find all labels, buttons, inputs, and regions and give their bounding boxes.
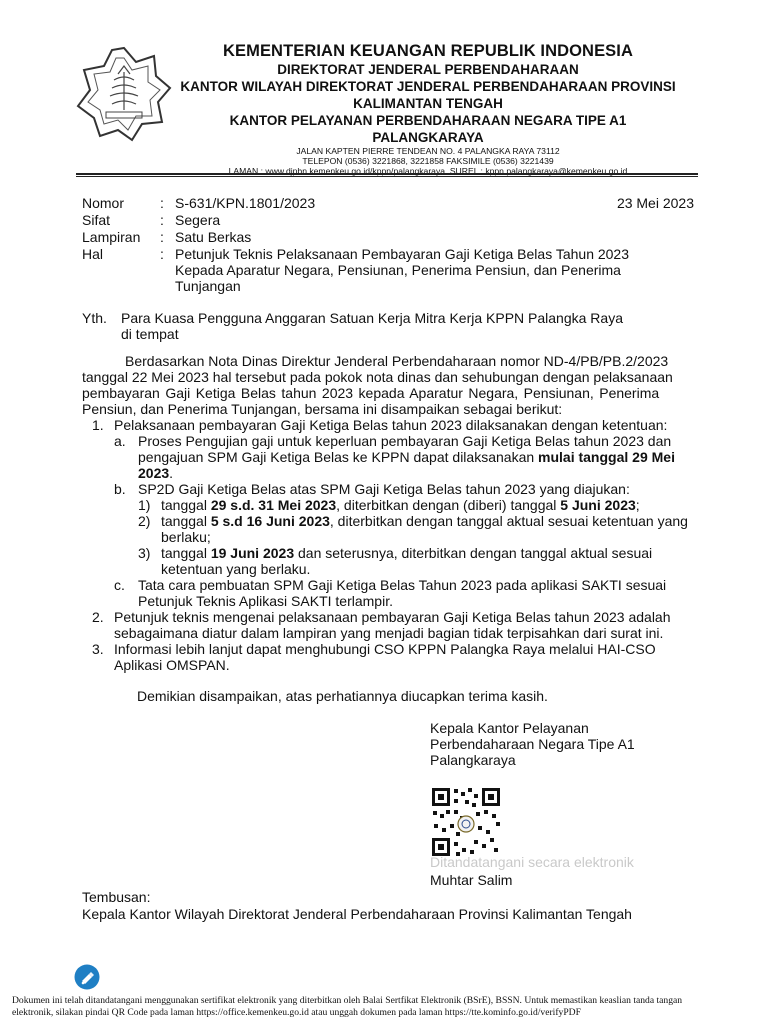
office-phone: TELEPON (0536) 3221868, 3221858 FAKSIMILE (0536) 3221439 <box>302 156 554 166</box>
lampiran-label: Lampiran <box>82 229 141 245</box>
closing-sentence: Demikian disampaikan, atas perhatiannya diucapkan terima kasih. <box>137 688 548 704</box>
sub-b3-text: tanggal 19 Juni 2023 dan seterusnya, diterbitkan dengan tanggal aktual sesuai <box>161 545 653 561</box>
hal-value-line2: Kepada Aparatur Negara, Pensiunan, Penerima Pensiun, dan Penerima <box>175 262 621 278</box>
item2-line2: sebagaimana diatur dalam lampiran yang menjadi bagian tidak terpisahkan dari surat ini. <box>114 625 664 641</box>
sub-b2-label: 2) <box>138 513 151 529</box>
signer-title-line2: Perbendaharaan Negara Tipe A1 <box>430 736 635 752</box>
yth-label: Yth. <box>82 310 107 326</box>
sub-a-line3: 2023. <box>138 465 174 481</box>
sub-b2-text-cont: berlaku; <box>161 529 211 545</box>
sub-c-line2: Petunjuk Teknis Aplikasi SAKTI terlampir. <box>138 593 393 609</box>
office-address: JALAN KAPTEN PIERRE TENDEAN NO. 4 PALANGKA RAYA 73112 <box>296 146 560 156</box>
bsre-seal-icon <box>74 964 100 990</box>
ministry-name: KEMENTERIAN KEUANGAN REPUBLIK INDONESIA <box>222 42 633 60</box>
province-name: KALIMANTAN TENGAH <box>353 96 503 111</box>
sub-a-line1: Proses Pengujian gaji untuk keperluan pembayaran Gaji Ketiga Belas tahun 2023 dan <box>138 433 672 449</box>
sub-b1-text: tanggal 29 s.d. 31 Mei 2023, diterbitkan dengan (diberi) tanggal 5 Juni 2023; <box>161 497 640 513</box>
signer-title-line3: Palangkaraya <box>430 752 516 768</box>
colon: : <box>160 212 164 228</box>
letterhead <box>168 42 688 176</box>
sub-b-line1: SP2D Gaji Ketiga Belas atas SPM Gaji Ketiga Belas tahun 2023 yang diajukan: <box>138 481 630 497</box>
addressee-line2: di tempat <box>121 326 179 342</box>
addressee-line1: Para Kuasa Pengguna Anggaran Satuan Kerja Mitra Kerja KPPN Palangka Raya <box>121 310 623 326</box>
sub-b-label: b. <box>114 481 126 497</box>
office-web: LAMAN : www.djpbn.kemenkeu.go.id/kppn/palangkaraya, SUREL : kppn.palangkaraya@kemenkeu.go.id <box>228 166 628 176</box>
colon: : <box>160 195 164 211</box>
hal-label: Hal <box>82 246 104 262</box>
cc-label: Tembusan: <box>82 889 151 905</box>
sub-c-line1: Tata cara pembuatan SPM Gaji Ketiga Belas Tahun 2023 pada aplikasi SAKTI sesuai <box>138 577 667 593</box>
signer-title-line1: Kepala Kantor Pelayanan <box>430 720 589 736</box>
letter-date: 23 Mei 2023 <box>616 195 694 211</box>
directorate-name: DIREKTORAT JENDERAL PERBENDAHARAAN <box>277 62 579 77</box>
ministry-logo-icon <box>74 44 174 144</box>
sub-b2-text: tanggal 5 s.d 16 Juni 2023, diterbitkan dengan tanggal aktual sesuai ketentuan yang <box>161 513 688 529</box>
intro-line4: Pensiun, dan Penerima Tunjangan, bersama ini disampaikan sebagai berikut: <box>82 401 563 417</box>
sub-a-label: a. <box>114 433 126 449</box>
sub-b1-label: 1) <box>138 497 151 513</box>
city-name: PALANGKARAYA <box>372 130 484 145</box>
sub-b3-text-cont: ketentuan yang berlaku. <box>161 561 311 577</box>
hal-value-line3: Tunjangan <box>175 278 241 294</box>
footer-line2: elektronik, silakan pindai QR Code pada laman https://office.kemenkeu.go.id atau unggah dokumen pada laman https://tte.kominfo.go.id/verifyPDF <box>12 1006 581 1018</box>
list-number-1: 1. <box>92 417 104 433</box>
nomor-label: Nomor <box>82 195 125 211</box>
sifat-label: Sifat <box>82 212 111 228</box>
intro-line1: Berdasarkan Nota Dinas Direktur Jenderal Perbendaharaan nomor ND-4/PB/PB.2/2023 <box>125 353 669 369</box>
list-number-3: 3. <box>92 641 104 657</box>
colon: : <box>160 246 164 262</box>
e-signature-note: Ditandatangani secara elektronik <box>430 854 634 870</box>
lampiran-value: Satu Berkas <box>175 229 252 245</box>
cc-recipient: Kepala Kantor Wilayah Direktorat Jenderal Perbendaharaan Provinsi Kalimantan Tengah <box>82 906 632 922</box>
item2-line1: Petunjuk teknis mengenai pelaksanaan pembayaran Gaji Ketiga Belas tahun 2023 adalah <box>114 609 671 625</box>
item3-line1: Informasi lebih lanjut dapat menghubungi CSO KPPN Palangka Raya melalui HAI-CSO <box>114 641 656 657</box>
letterhead-divider <box>76 173 698 177</box>
intro-line2: tanggal 22 Mei 2023 hal tersebut pada pokok nota dinas dan sehubungan dengan pelaksanaan <box>82 369 673 385</box>
intro-line3: pembayaran Gaji Ketiga Belas tahun 2023 kepada Aparatur Negara, Pensiunan, Penerima <box>82 385 660 401</box>
item1-text: Pelaksanaan pembayaran Gaji Ketiga Belas tahun 2023 dilaksanakan dengan ketentuan: <box>114 417 668 433</box>
item3-line2: Aplikasi OMSPAN. <box>114 657 230 673</box>
sub-b3-label: 3) <box>138 545 151 561</box>
regional-office-name: KANTOR WILAYAH DIREKTORAT JENDERAL PERBENDAHARAAN PROVINSI <box>180 79 676 94</box>
qr-code-icon <box>430 786 502 858</box>
footer-disclaimer <box>12 995 756 1018</box>
office-name: KANTOR PELAYANAN PERBENDAHARAAN NEGARA TIPE A1 <box>229 113 627 128</box>
signer-name: Muhtar Salim <box>430 872 513 888</box>
footer-line1: Dokumen ini telah ditandatangani menggunakan sertifikat elektronik yang diterbitkan oleh Balai Sertfikat Elektronik (BSrE), BSSN. Untuk memastikan keaslian tanda tangan <box>12 995 683 1006</box>
sub-a-line2: pengajuan SPM Gaji Ketiga Belas ke KPPN dapat dilaksanakan mulai tanggal 29 Mei <box>138 449 675 465</box>
hal-value-line1: Petunjuk Teknis Pelaksanaan Pembayaran Gaji Ketiga Belas Tahun 2023 <box>175 246 630 262</box>
sifat-value: Segera <box>175 212 221 228</box>
list-number-2: 2. <box>92 609 104 625</box>
sub-c-label: c. <box>114 577 125 593</box>
nomor-value: S-631/KPN.1801/2023 <box>175 195 316 211</box>
colon: : <box>160 229 164 245</box>
